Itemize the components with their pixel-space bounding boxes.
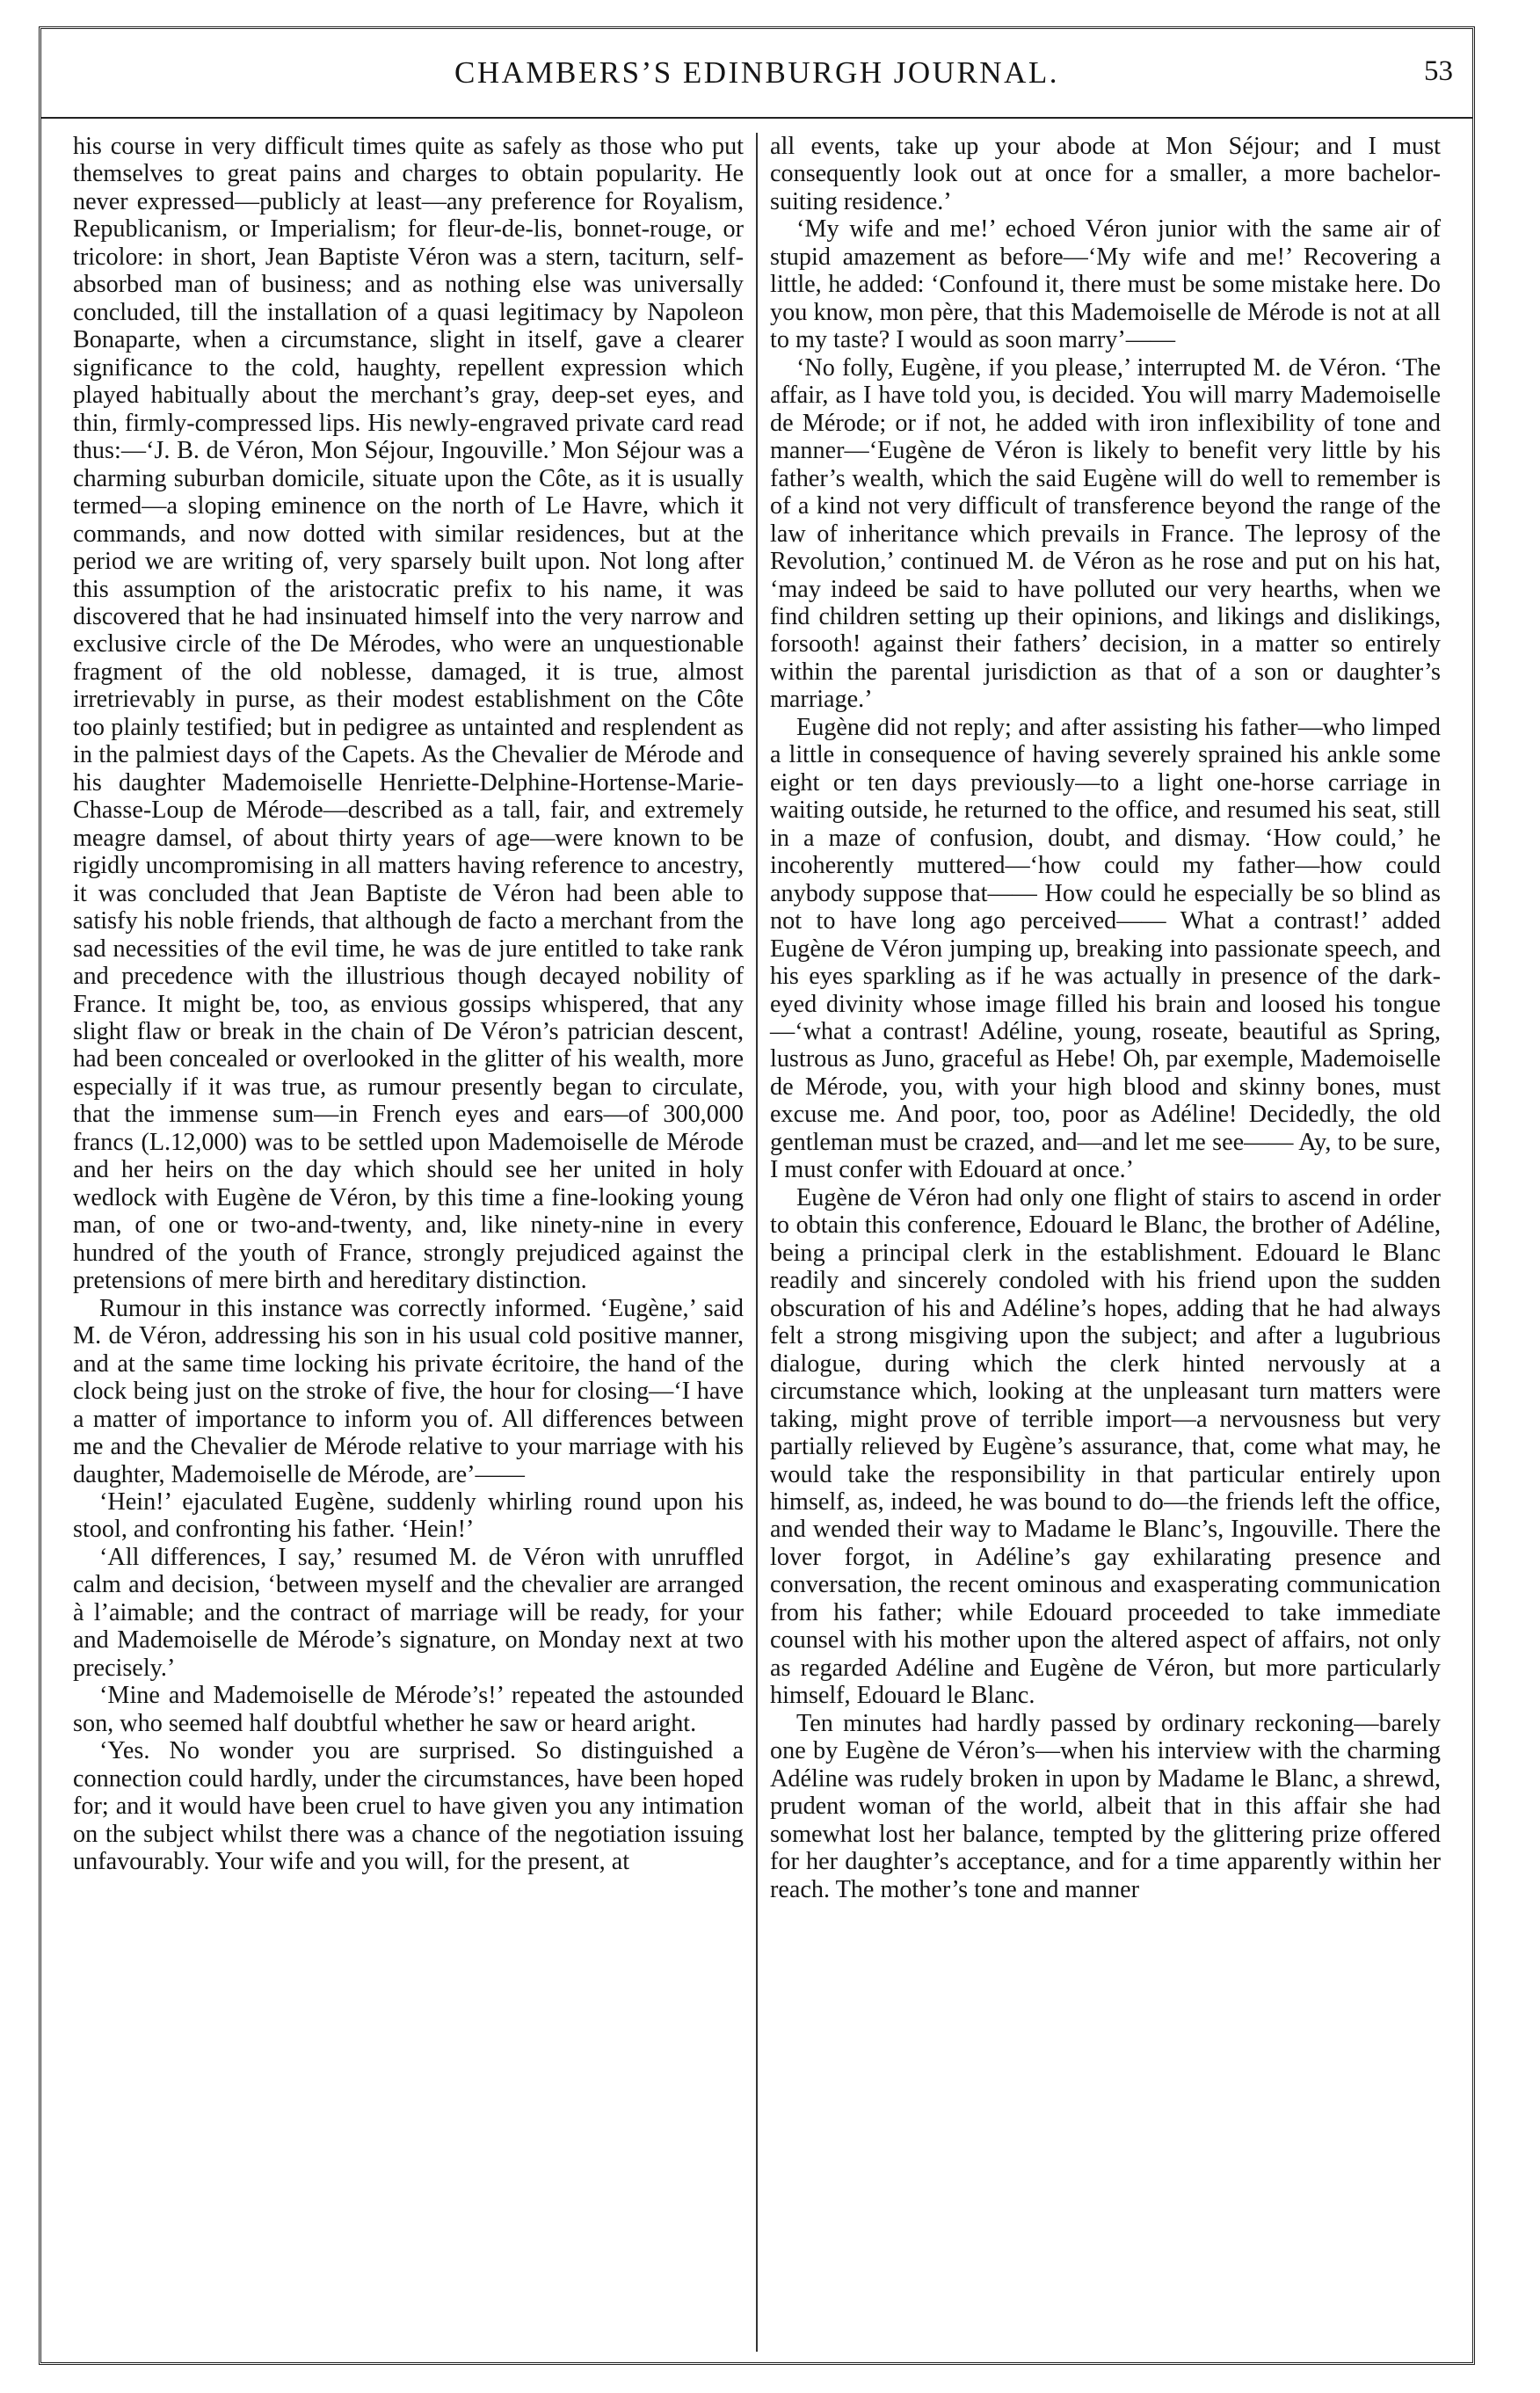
paragraph: his course in very difficult times quite as safely as those who put themselves to great pains and charges to obtain popularity. He never expressed—publicly at least—any preference for Royalism, Republicanism, or Imperialism; for fleur-de-lis, bonnet-rouge, or tricolore: in short, Jean Baptiste Véron was a stern, taciturn, self-absorbed man of business; and as nothing else was universally concluded, till the installation of a quasi legitimacy by Napoleon Bonaparte, when a circumstance, slight in itself, gave a clearer significance to the cold, haughty, repellent expression which played habitually about the merchant’s gray, deep-set eyes, and thin, firmly-compressed lips. His newly-engraved private card read thus:—‘J. B. de Véron, Mon Séjour, Ingouville.’ Mon Séjour was a charming suburban domicile, situate upon the Côte, as it is usually termed—a sloping eminence on the north of Le Havre, which it commands, and now dotted with similar residences, but at the period we are writing of, very sparsely built upon. Not long after this assumption of the aristocratic prefix to his name, it was discovered that he had insinuated himself into the very narrow and exclusive circle of the De Mérodes, who were an unquestionable fragment of the old noblesse, damaged, it is true, almost irretrievably in purse, as their modest establishment on the Côte too plainly testified; but in pedigree as untainted and resplendent as in the palmiest days of the Capets. As the Chevalier de Mérode and his daughter Mademoiselle Henriette-Delphine-Hortense-Marie-Chasse-Loup de Mérode—described as a tall, fair, and extremely meagre damsel, of about thirty years of age—were known to be rigidly uncompromising in all matters having reference to ancestry, it was concluded that Jean Baptiste de Véron had been able to satisfy his noble friends, that although de facto a merchant from the sad necessities of the evil time, he was de jure entitled to take rank and precedence with the illustrious though decayed nobility of France. It might be, too, as envious gossips whispered, that any slight flaw or break in the chain of De Véron’s patrician descent, had been concealed or overlooked in the glitter of his wealth, more especially if it was true, as rumour presently began to circulate, that the immense sum—in French eyes and ears—of 300,000 francs (L.12,000) was to be settled upon Mademoiselle de Mérode and her heirs on the day which should see her united in holy wedlock with Eugène de Véron, by this time a fine-looking young man, of one or two-and-twenty, and, like ninety-nine in every hundred of the youth of France, strongly prejudiced against the pretensions of mere birth and hereditary distinction.: [73, 133, 744, 1295]
running-header: [41, 29, 1472, 119]
paragraph: ‘My wife and me!’ echoed Véron junior with the same air of stupid amazement as before—‘My wife and me!’ Recovering a little, he added: ‘Confound it, there must be some mistake here. Do you know, mon père, that this Mademoiselle de Mérode is not at all to my taste? I would as soon marry’——: [770, 215, 1441, 354]
paragraph: Eugène did not reply; and after assisting his father—who limped a little in consequence of having severely sprained his ankle some eight or ten days previously—to a light one-horse carriage in waiting outside, he returned to the office, and resumed his seat, still in a maze of confusion, doubt, and dismay. ‘How could,’ he incoherently muttered—‘how could my father—how could anybody suppose that—— How could he especially be so blind as not to have long ago perceived—— What a contrast!’ added Eugène de Véron jumping up, breaking into passionate speech, and his eyes sparkling as if he was actually in presence of the dark-eyed divinity whose image filled his brain and loosed his tongue—‘what a contrast! Adéline, young, roseate, beautiful as Spring, lustrous as Juno, graceful as Hebe! Oh, par exemple, Mademoiselle de Mérode, you, with your high blood and skinny bones, must excuse me. And poor, too, poor as Adéline! Decidedly, the old gentleman must be crazed, and—and let me see—— Ay, to be sure, I must confer with Edouard at once.’: [770, 713, 1441, 1184]
paragraph: ‘Yes. No wonder you are surprised. So distinguished a connection could hardly, under the circumstances, have been hoped for; and it would have been cruel to have given you any intimation on the subject whilst there was a chance of the negotiation issuing unfavourably. Your wife and you will, for the present, at: [73, 1737, 744, 1876]
journal-title: CHAMBERS’S EDINBURGH JOURNAL.: [454, 55, 1059, 90]
paragraph: ‘Mine and Mademoiselle de Mérode’s!’ repeated the astounded son, who seemed half doubtful whether he saw or heard aright.: [73, 1682, 744, 1737]
paragraph: ‘All differences, I say,’ resumed M. de Véron with unruffled calm and decision, ‘between myself and the chevalier are arranged à l’aimable; and the contract of marriage will be ready, for your and Mademoiselle de Mérode’s signature, on Monday next at two precisely.’: [73, 1543, 744, 1682]
paragraph: ‘No folly, Eugène, if you please,’ interrupted M. de Véron. ‘The affair, as I have told you, is decided. You will marry Mademoiselle de Mérode; or if not, he added with iron inflexibility of tone and manner—‘Eugène de Véron is likely to benefit very little by his father’s wealth, which the said Eugène will do well to remember is of a kind not very difficult of transference beyond the range of the law of inheritance which prevails in France. The leprosy of the Revolution,’ continued M. de Véron as he rose and put on his hat, ‘may indeed be said to have polluted our very hearths, when we find children setting up their opinions, and likings and dislikings, forsooth! against their fathers’ decision, in a matter so entirely within the parental jurisdiction as that of a son or daughter’s marriage.’: [770, 353, 1441, 714]
page-number: 53: [1424, 55, 1453, 87]
journal-page: [39, 26, 1475, 2365]
paragraph: Ten minutes had hardly passed by ordinary reckoning—barely one by Eugène de Véron’s—when his interview with the charming Adéline was rudely broken in upon by Madame le Blanc, a shrewd, prudent woman of the world, albeit that in this affair she had somewhat lost her balance, tempted by the glittering prize offered for her daughter’s acceptance, and for a time apparently within her reach. The mother’s tone and manner: [770, 1709, 1441, 1903]
paragraph: all events, take up your abode at Mon Séjour; and I must consequently look out at once for a smaller, a more bachelor-suiting residence.’: [770, 133, 1441, 215]
paragraph: Rumour in this instance was correctly informed. ‘Eugène,’ said M. de Véron, addressing his son in his usual cold positive manner, and at the same time locking his private écritoire, the hand of the clock being just on the stroke of five, the hour for closing—‘I have a matter of importance to inform you of. All differences between me and the Chevalier de Mérode relative to your marriage with his daughter, Mademoiselle de Mérode, are’——: [73, 1294, 744, 1488]
paragraph: ‘Hein!’ ejaculated Eugène, suddenly whirling round upon his stool, and confronting his father. ‘Hein!’: [73, 1487, 744, 1544]
text-columns: [61, 133, 1453, 2352]
right-column: [758, 133, 1453, 2352]
left-column: [61, 133, 756, 2352]
paragraph: Eugène de Véron had only one flight of stairs to ascend in order to obtain this conference, Edouard le Blanc, the brother of Adéline, being a principal clerk in the establishment. Edouard le Blanc readily and sincerely condoled with his friend upon the sudden obscuration of his and Adéline’s hopes, adding that he had always felt a strong misgiving upon the subject; and after a lugubrious dialogue, during which the clerk hinted nervously at a circumstance which, looking at the unpleasant turn matters were taking, might prove of terrible import—a nervousness but very partially relieved by Eugène’s assurance, that, come what may, he would take the responsibility in that particular entirely upon himself, as, indeed, he was bound to do—the friends left the office, and wended their way to Madame le Blanc’s, Ingouville. There the lover forgot, in Adéline’s gay exhilarating presence and conversation, the recent ominous and exasperating communication from his father; while Edouard proceeded to take immediate counsel with his mother upon the altered aspect of affairs, not only as regarded Adéline and Eugène de Véron, but more particularly himself, Edouard le Blanc.: [770, 1183, 1441, 1710]
